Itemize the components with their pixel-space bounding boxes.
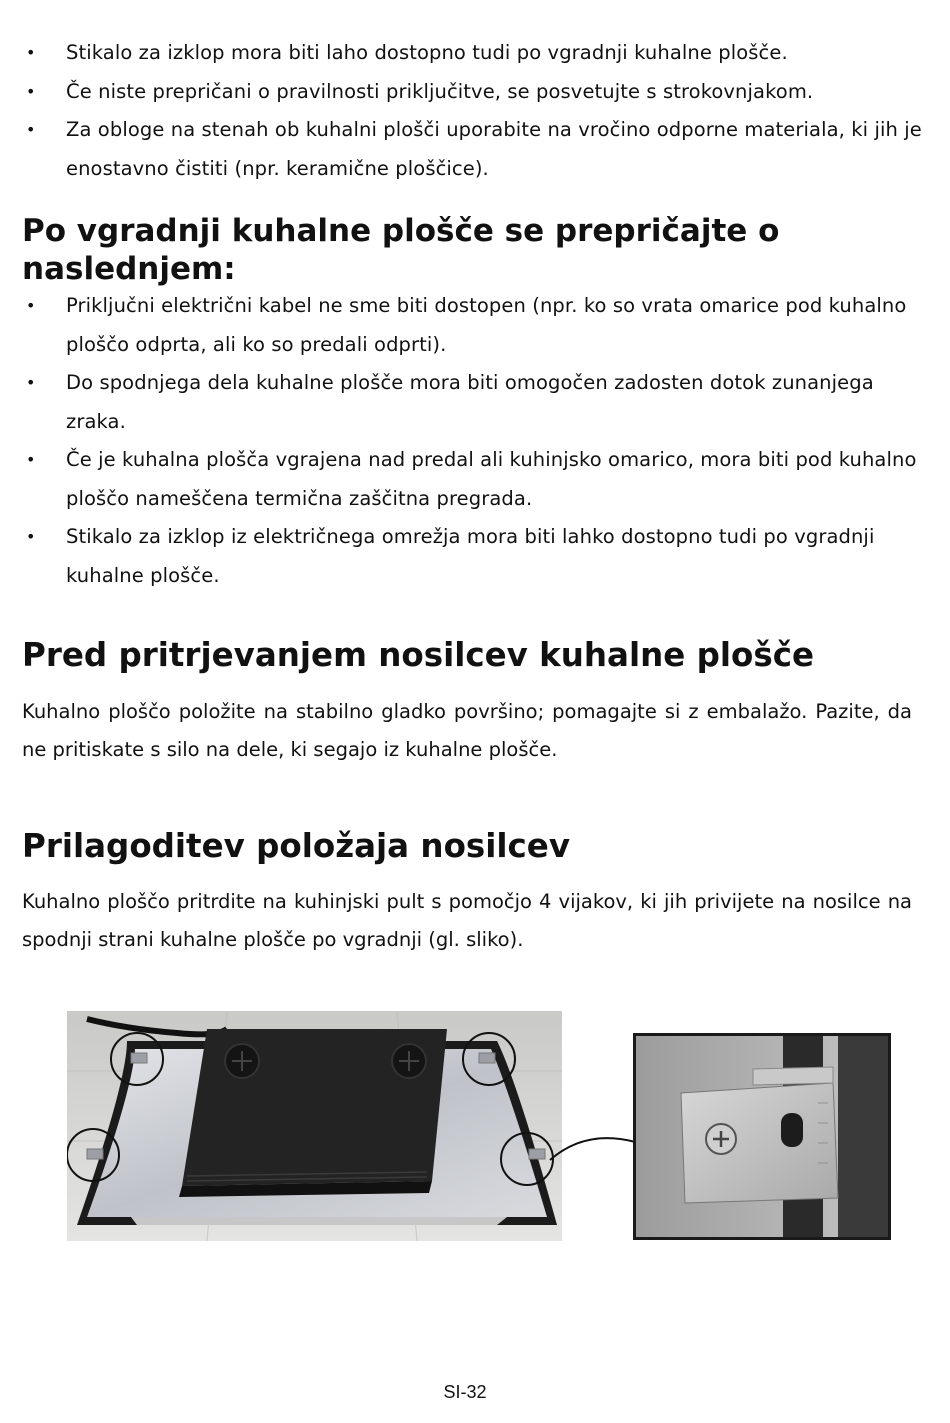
- section-paragraph: Kuhalno ploščo pritrdite na kuhinjski pult s pomočjo 4 vijakov, ki jih privijete na nosilce na spodnji strani kuhalne plošče po vgradnji (gl. sliko).: [22, 890, 912, 951]
- list-item: • Za obloge na stenah ob kuhalni plošči uporabite na vročino odporne materiala, ki jih je enostavno čistiti (npr. keramične ploščice).: [22, 111, 922, 188]
- bullet-icon: •: [26, 527, 36, 546]
- mounting-bracket: [681, 1083, 838, 1203]
- slot-hole: [781, 1113, 803, 1147]
- bracket-closeup-photo: [633, 1033, 891, 1240]
- mounting-bracket: [131, 1053, 147, 1063]
- list-item: • Če je kuhalna plošča vgrajena nad predal ali kuhinjsko omarico, mora biti pod kuhalno ploščo nameščena termična zaščitna pregrada.: [22, 441, 922, 518]
- list-item: • Stikalo za izklop iz električnega omrežja mora biti lahko dostopno tudi po vgradnji kuhalne plošče.: [22, 518, 922, 595]
- section-paragraph: Kuhalno ploščo položite na stabilno gladko površino; pomagajte si z embalažo. Pazite, da ne pritiskate s silo na dele, ki segajo iz kuhalne plošče.: [22, 700, 912, 761]
- list-item: • Priključni električni kabel ne sme biti dostopen (npr. ko so vrata omarice pod kuhalno ploščo odprta, ali ko so predali odprti).: [22, 287, 922, 364]
- section-heading: Prilagoditev položaja nosilcev: [22, 827, 571, 865]
- checklist: [22, 287, 922, 595]
- safety-list: [22, 34, 922, 188]
- bullet-icon: •: [26, 43, 36, 62]
- page-number: SI-32: [443, 1382, 487, 1402]
- hob-underside-photo: [67, 1011, 562, 1241]
- bullet-icon: •: [26, 81, 36, 101]
- list-item: • Stikalo za izklop mora biti laho dostopno tudi po vgradnji kuhalne plošče.: [22, 34, 922, 73]
- list-item: • Če niste prepričani o pravilnosti priključitve, se posvetujte s strokovnjakom.: [22, 73, 922, 112]
- bullet-icon: •: [26, 296, 36, 315]
- bullet-icon: •: [26, 450, 36, 469]
- bullet-icon: •: [26, 373, 36, 392]
- bullet-icon: •: [26, 120, 36, 139]
- section-heading: Pred pritrjevanjem nosilcev kuhalne plošče: [22, 636, 814, 674]
- list-item: • Do spodnjega dela kuhalne plošče mora biti omogočen zadosten dotok zunanjega zraka.: [22, 364, 922, 441]
- section-heading: Po vgradnji kuhalne plošče se prepričajte o naslednjem:: [22, 213, 780, 287]
- mounting-bracket: [479, 1053, 495, 1063]
- mounting-bracket: [87, 1149, 103, 1159]
